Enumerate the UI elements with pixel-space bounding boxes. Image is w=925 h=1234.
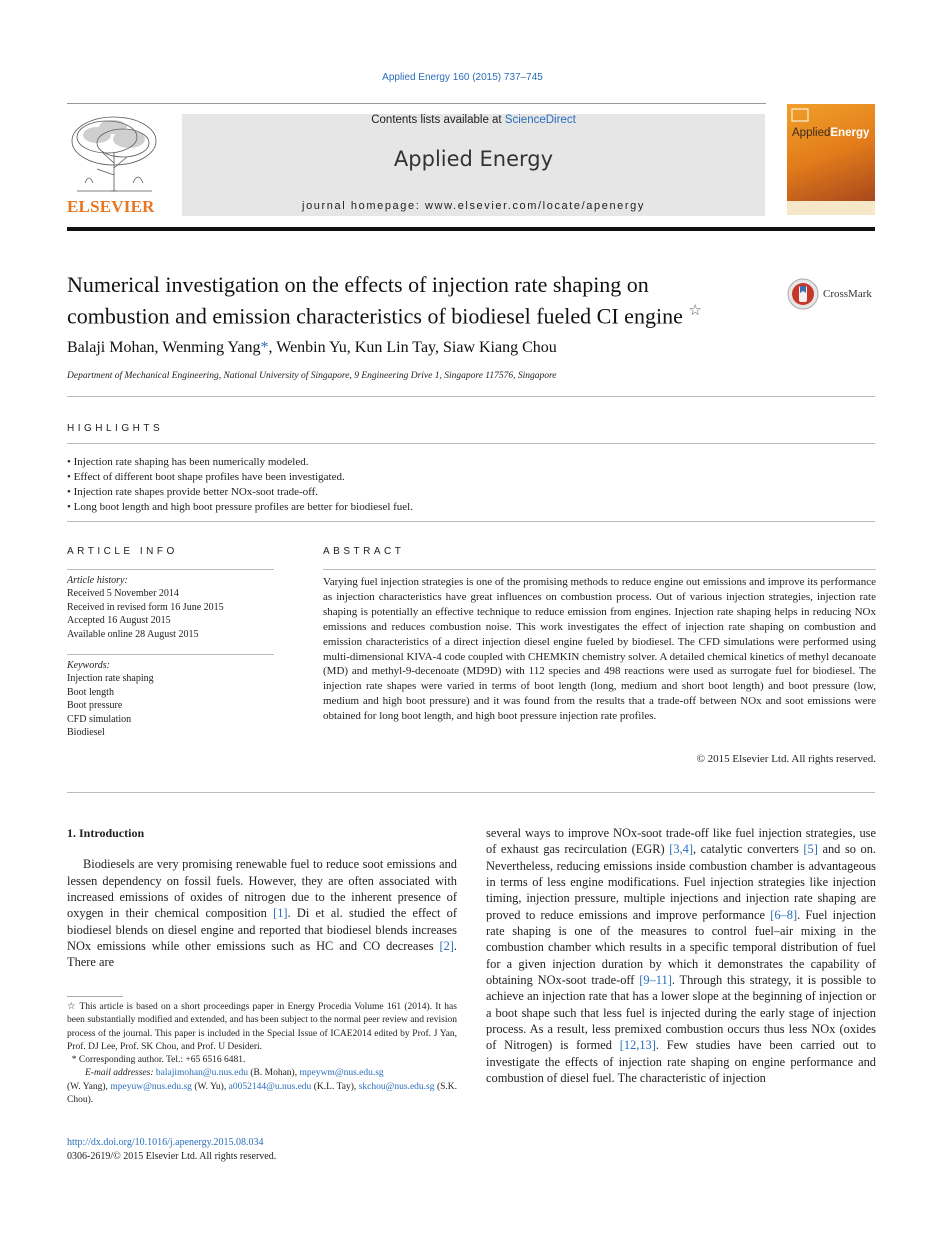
abstract-heading: ABSTRACT [323, 546, 405, 557]
highlight-item: • Injection rate shaping has been numerically modeled. [67, 456, 309, 468]
header-thick-rule [67, 227, 875, 231]
keyword-item: CFD simulation [67, 713, 132, 725]
intro-paragraph: Biodiesels are very promising renewable fuel to reduce soot emissions and lessen dependency on fossil fuels. However, they are often associated with increased emissions of oxides of nitrogen due to the inherent presence of oxygen in their chemical composition [1]. Di et al. studied the effect of biodiesel blends on diesel engine and reported that biodiesel blends increases NOx emissions while other emissions such as HC and CO decreases [2]. There are [67, 857, 457, 970]
title-footnote: ☆ This article is based on a short proceedings paper in Energy Procedia Volume 161 (2014). It has been substantially modified and extended, and has been subject to the normal peer review and revision process of the journal. This paper is included in the Special Issue of ICAE2014 edited by Prof. J Yan, Prof. DJ Lee, Prof. SK Chou, and Prof. U Desideri. [67, 1002, 457, 1052]
corresponding-author-mark[interactable]: * [260, 339, 269, 356]
keyword-item: Biodiesel [67, 727, 105, 739]
history-item: Received in revised form 16 June 2015 [67, 601, 224, 613]
rule-keywords [67, 654, 274, 655]
keyword-item: Boot pressure [67, 700, 123, 712]
citation-link[interactable]: [1] [273, 906, 288, 921]
highlight-item: • Effect of different boot shape profiles have been investigated. [67, 471, 345, 483]
email-link[interactable]: mpeywm@nus.edu.sg [299, 1068, 384, 1079]
rule-after-highlights [67, 521, 875, 522]
cover-title: AppliedEnergy [792, 127, 870, 139]
introduction-heading: 1. Introduction [67, 826, 145, 840]
journal-homepage [182, 200, 765, 212]
highlight-item: • Injection rate shapes provide better NOx-soot trade-off. [67, 486, 319, 498]
email-addresses-cont: (W. Yang), mpeyuw@nus.edu.sg (W. Yu), a0052144@u.nus.edu (K.L. Tay), skchou@nus.edu.sg (S.K. Chou). [67, 1081, 458, 1106]
elsevier-wordmark: ELSEVIER [67, 197, 155, 216]
email-addresses: E-mail addresses: balajimohan@u.nus.edu (B. Mohan), mpeywm@nus.edu.sg [85, 1068, 384, 1079]
citation-link[interactable]: [2] [439, 939, 454, 954]
crossmark-badge[interactable] [787, 278, 877, 312]
highlights-heading: HIGHLIGHTS [67, 423, 164, 434]
homepage-prefix: journal homepage: [302, 200, 421, 212]
header-top-rule [67, 103, 766, 104]
abstract-text: Varying fuel injection strategies is one of the promising methods to reduce engine out emissions and improve its performance as injection characteristics have great influences on combustion process. Out of various injection strategies, injection rate shaping is potentially an effective technique to reduce emission from engines. Injection rate shaping helps in reducing NOx emissions and reduces combustion noise. This work investigates the effect of injection rate shaping on combustion and emission characteristics of a direct injection diesel engine fueled by biodiesel. The CFD simulations were performed using multi-dimensional KIVA-4 code coupled with CHEMKIN chemistry solver. A detailed chemical kinetics of methyl decanoate (MD) and methyl-9-decenoate (MD9D) with 112 species and 498 reactions were used as surrogate fuel for biodiesel. The injection rate shapes were varied in terms of boot length (long, medium and short boot length) and boot pressure (low, medium and high boot pressure) and it was found from the results that a trade-off between NOx and soot emissions were obtained for long boot length, and high boot pressure injection rate profiles. [323, 576, 876, 723]
rule-before-highlights [67, 396, 875, 397]
crossmark-label: CrossMark [823, 288, 872, 300]
history-label: Article history: [67, 575, 128, 586]
citation-link[interactable]: [12,13] [619, 1038, 656, 1053]
rule-under-highlights-heading [67, 443, 875, 444]
highlight-item: • Long boot length and high boot pressure profiles are better for biodiesel fuel. [67, 501, 413, 513]
journal-name: Applied Energy [393, 147, 554, 171]
crossmark-icon [787, 278, 821, 312]
title-footnote-mark: ☆ [688, 303, 702, 319]
email-link[interactable]: skchou@nus.edu.sg [358, 1081, 435, 1092]
email-link[interactable]: a0052144@u.nus.edu [228, 1081, 312, 1092]
highlights-list [67, 455, 413, 515]
footnote-rule [67, 996, 123, 997]
rule-after-abstract [67, 792, 875, 793]
keyword-item: Boot length [67, 686, 114, 698]
citation-link[interactable]: [9–11] [639, 973, 672, 988]
issn-line: 0306-2619/© 2015 Elsevier Ltd. All rights reserved. [67, 1150, 277, 1162]
intro-paragraph-cont: several ways to improve NOx-soot trade-off like fuel injection strategies, use of exhaust gas recirculation (EGR) [3,4], catalytic converters [5] and so on. Nevertheless, reducing emissions inside combustion chamber is advantageous in terms of less engine modifications. Fuel injection strategies like injection timing, injection pressure, multiple injections and injection rate shaping are proved to reduce emissions and improve performance [6–8]. Fuel injection rate shaping is one of the measures to control fuel–air mixing in the combustion chamber which results in a specific temporal distribution of fuel for a given injection duration by which it demonstrates the capability of obtaining NOx-soot trade-off [9–11]. Through this strategy, it is possible to achieve an injection rate that has a lower slope at the beginning of injection or a boot shape such that less fuel is injected during the early stage of injection process. As a result, less premixed combustion occurs thus less NOx (oxides of Nitrogen) is formed [12,13]. Few studies have been carried out to investigate the effects of injection rate shaping on engine performance and combustion of diesel fuel. The characteristic of injection [486, 826, 877, 1086]
keyword-item: Injection rate shaping [67, 673, 154, 685]
rule-abstract [323, 569, 876, 570]
history-item: Accepted 16 August 2015 [67, 615, 171, 627]
body-right-column [486, 825, 876, 1087]
history-item: Available online 28 August 2015 [67, 628, 199, 640]
keywords-label: Keywords: [67, 660, 110, 671]
footnotes [67, 1001, 457, 1107]
rule-article-info [67, 569, 274, 570]
email-link[interactable]: mpeyuw@nus.edu.sg [110, 1081, 192, 1092]
doi-block [67, 1136, 276, 1163]
affiliation: Department of Mechanical Engineering, National University of Singapore, 9 Engineering Drive 1, Singapore 117576, Singapore [67, 371, 557, 381]
citation-link[interactable]: [3,4] [669, 842, 693, 857]
corresponding-author-note: * Corresponding author. Tel.: +65 6516 6481. [71, 1055, 246, 1066]
cover-strip [787, 201, 875, 215]
article-title: Numerical investigation on the effects of injection rate shaping on combustion and emission characteristics of biodiesel fueled CI engine ☆ [67, 272, 702, 329]
citation-link[interactable]: [5] [803, 842, 818, 857]
article-history [67, 574, 274, 641]
journal-reference-link[interactable]: Applied Energy 160 (2015) 737–745 [382, 72, 543, 83]
citation-link[interactable]: [6–8] [770, 907, 798, 922]
article-info-heading: ARTICLE INFO [67, 546, 178, 557]
journal-cover-thumbnail[interactable] [787, 104, 875, 215]
contents-prefix: Contents lists available at [371, 114, 502, 126]
abstract-copyright: © 2015 Elsevier Ltd. All rights reserved. [696, 753, 876, 765]
history-item: Received 5 November 2014 [67, 588, 179, 600]
author-list: Balaji Mohan, Wenming Yang*, Wenbin Yu, Kun Lin Tay, Siaw Kiang Chou [67, 339, 557, 356]
email-link[interactable]: balajimohan@u.nus.edu [155, 1068, 249, 1079]
cover-logo-icon [791, 108, 809, 122]
body-left-column [67, 825, 457, 971]
homepage-url-link[interactable]: www.elsevier.com/locate/apenergy [425, 200, 645, 212]
keywords-block [67, 659, 274, 739]
doi-link[interactable]: http://dx.doi.org/10.1016/j.apenergy.2015.08.034 [67, 1137, 264, 1148]
contents-line [182, 114, 765, 126]
sciencedirect-link[interactable]: ScienceDirect [504, 114, 576, 126]
